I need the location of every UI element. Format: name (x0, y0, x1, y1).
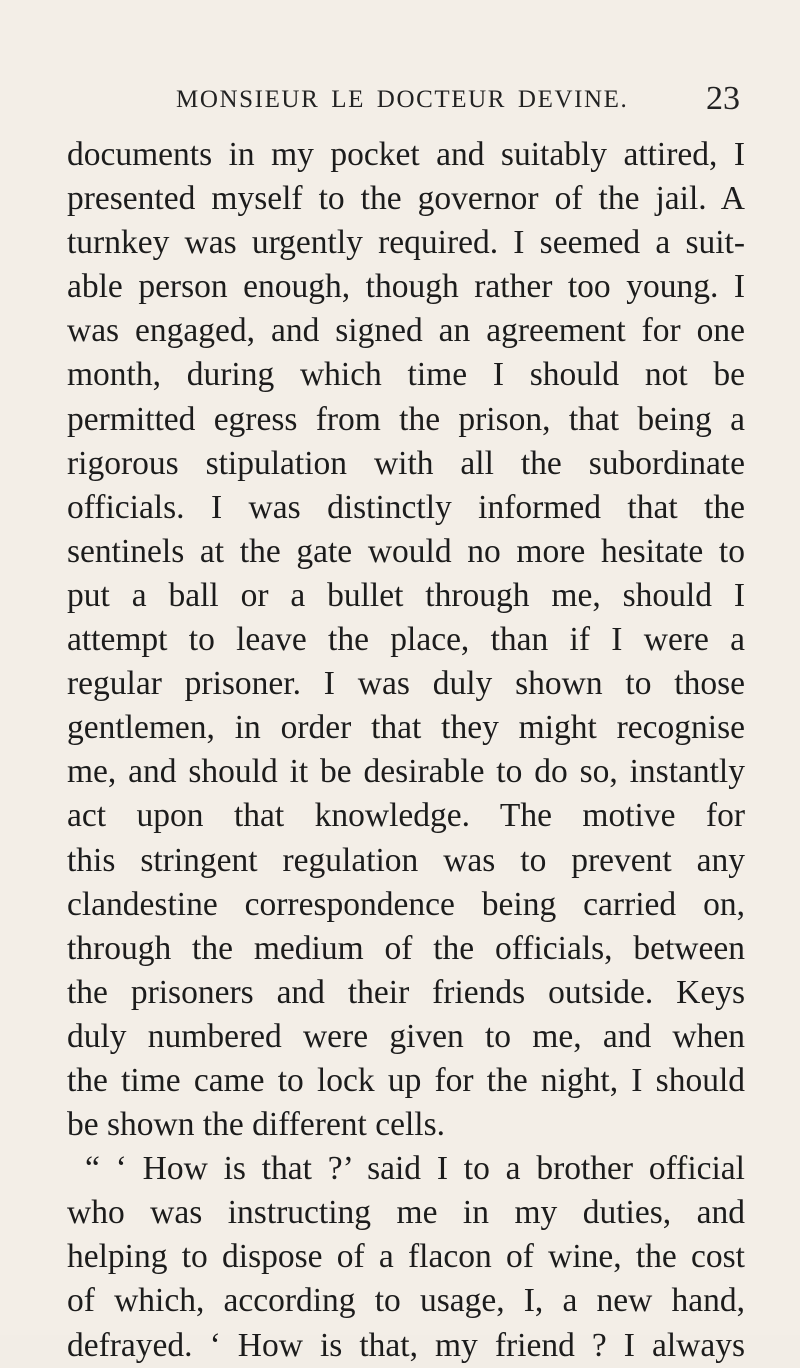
text-line-paragraph-end: be shown the different cells. (67, 1106, 446, 1144)
text-line: helping to dispose of a flacon of wine, the cost (67, 1238, 745, 1276)
text-line: this stringent regulation was to prevent any (67, 841, 745, 879)
text-line: me, and should it be desirable to do so, instantly (67, 753, 745, 791)
text-line: permitted egress from the prison, that being a (67, 400, 745, 438)
text-line: documents in my pocket and suitably attired, I (67, 136, 745, 173)
text-line: was engaged, and signed an agreement for one (67, 312, 745, 350)
text-line: defrayed. ‘ How is that, my friend ? I always (67, 1326, 745, 1364)
page-number: 23 (706, 80, 740, 117)
text-line: the time came to lock up for the night, I should (67, 1061, 745, 1099)
running-head: MONSIEUR LE DOCTEUR DEVINE. (176, 86, 629, 113)
text-line-paragraph-start: “ ‘ How is that ?’ said I to a brother official (85, 1150, 745, 1188)
text-line: who was instructing me in my duties, and (67, 1194, 745, 1232)
text-line: able person enough, though rather too young. I (67, 268, 745, 306)
text-line: rigorous stipulation with all the subordinate (67, 444, 745, 482)
text-line: officials. I was distinctly informed that the (67, 488, 745, 526)
text-line: month, during which time I should not be (67, 356, 745, 394)
text-line: put a ball or a bullet through me, should I (67, 576, 745, 614)
body-text (67, 133, 745, 1368)
text-line: act upon that knowledge. The motive for (67, 797, 745, 835)
text-line: regular prisoner. I was duly shown to those (67, 665, 745, 703)
text-line: sentinels at the gate would no more hesitate to (67, 532, 745, 570)
text-line: clandestine correspondence being carried on, (67, 885, 745, 923)
text-line: gentlemen, in order that they might recognise (67, 709, 745, 747)
text-line: the prisoners and their friends outside. Keys (67, 973, 745, 1011)
text-line: turnkey was urgently required. I seemed a suit- (67, 224, 745, 262)
text-line: through the medium of the officials, between (67, 929, 745, 967)
page-header (176, 82, 740, 118)
text-line: of which, according to usage, I, a new hand, (67, 1282, 745, 1320)
text-line: presented myself to the governor of the jail. A (67, 180, 745, 218)
text-line: attempt to leave the place, than if I were a (67, 621, 745, 659)
text-line: duly numbered were given to me, and when (67, 1017, 745, 1055)
